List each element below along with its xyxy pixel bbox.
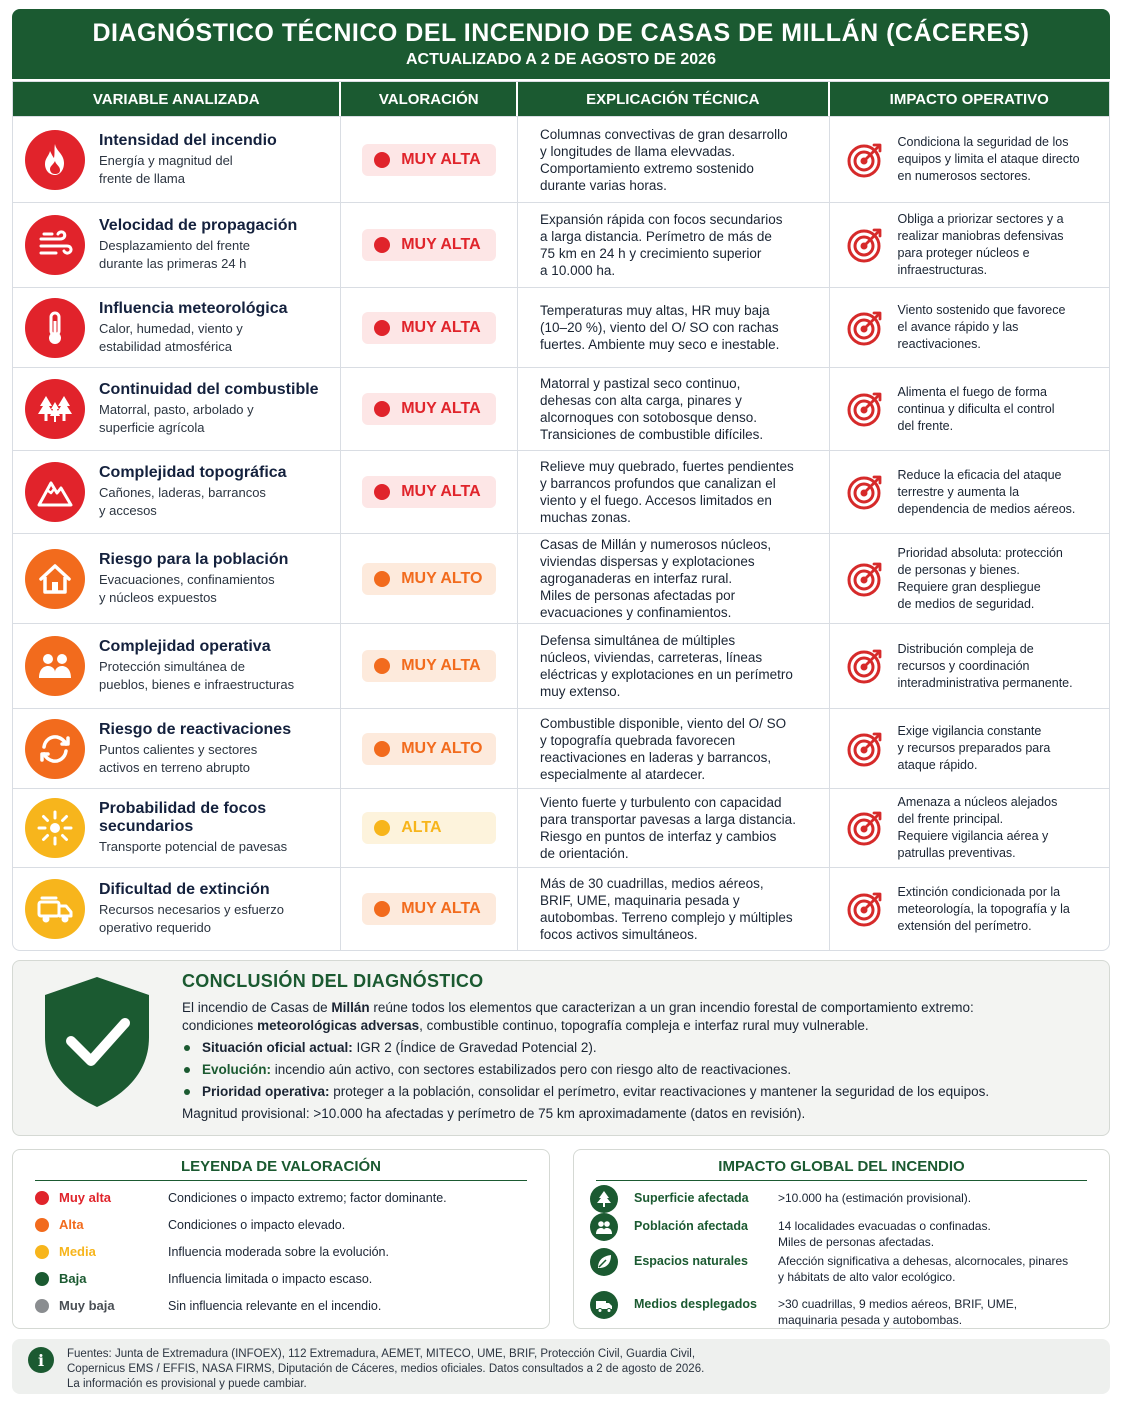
table-row xyxy=(13,708,1109,788)
variable-cell xyxy=(13,368,341,450)
impact-item xyxy=(590,1190,1098,1213)
impact-cell: Obliga a priorizar sectores y a realizar maniobras defensivas para proteger núcleos e infraestructuras. xyxy=(830,203,1110,287)
legend-dot xyxy=(35,1218,49,1232)
target-icon xyxy=(846,890,884,928)
rating-cell xyxy=(341,789,518,867)
magnitude-note: Magnitud provisional: >10.000 ha afectadas y perímetro de 75 km aproximadamente (datos en revisión). xyxy=(182,1106,806,1121)
impact-cell: Condiciona la seguridad de los equipos y limita el ataque directo en numerosos sectores. xyxy=(830,117,1110,202)
tree-icon xyxy=(590,1185,618,1213)
impact-value: 14 localidades evacuadas o confinadas. Miles de personas afectadas. xyxy=(778,1219,991,1249)
variable-title: Complejidad operativa xyxy=(99,638,271,655)
explanation-cell: Viento fuerte y turbulento con capacidad para transportar pavesas a larga distancia. Riesgo en puntos de interfaz y cambios de orientación. xyxy=(518,789,829,867)
target-icon xyxy=(846,647,884,685)
rating-dot xyxy=(374,658,390,674)
variable-cell xyxy=(13,117,341,202)
variable-subtitle: Transporte potencial de pavesas xyxy=(99,839,288,854)
conclusion-bullets xyxy=(182,1039,1082,1101)
table-row xyxy=(13,788,1109,867)
rating-badge: ALTA xyxy=(362,812,496,844)
rating-badge: MUY ALTA xyxy=(362,393,496,425)
variable-subtitle: Cañones, laderas, barrancos y accesos xyxy=(99,485,266,518)
leaf-icon xyxy=(590,1248,618,1276)
rating-badge: MUY ALTO xyxy=(362,733,496,765)
rating-badge: MUY ALTA xyxy=(362,650,496,682)
target-icon xyxy=(846,560,884,598)
impact-cell: Extinción condicionada por la meteorología, la topografía y la extensión del perímetro. xyxy=(830,868,1110,950)
legend-dot xyxy=(35,1245,49,1259)
conclusion-title: CONCLUSIÓN DEL DIAGNÓSTICO xyxy=(182,971,484,991)
conclusion-panel xyxy=(12,960,1110,1136)
explanation-cell: Defensa simultánea de múltiples núcleos, viviendas, carreteras, líneas eléctricas y explotaciones en un perímetro muy extenso. xyxy=(518,624,829,708)
rating-badge: MUY ALTO xyxy=(362,563,496,595)
rating-badge: MUY ALTA xyxy=(362,893,496,925)
people-icon xyxy=(25,636,85,696)
variable-cell xyxy=(13,868,341,950)
rating-cell xyxy=(341,288,518,367)
impact-value: >10.000 ha (estimación provisional). xyxy=(778,1191,972,1205)
impact-cell: Reduce la eficacia del ataque terrestre y aumenta la dependencia de medios aéreos. xyxy=(830,451,1110,533)
rating-legend xyxy=(12,1149,550,1329)
variable-title: Dificultad de extinción xyxy=(99,881,270,898)
legend-title: LEYENDA DE VALORACIÓN xyxy=(180,1158,381,1175)
explanation-cell: Matorral y pastizal seco continuo, dehesas con alta carga, pinares y alcornoques con sotobosque denso. Transiciones de combustible difíciles. xyxy=(518,368,829,450)
rating-badge: MUY ALTA xyxy=(362,144,496,176)
diagnosis-table xyxy=(12,81,1110,951)
table-row xyxy=(13,450,1109,533)
table-row xyxy=(13,623,1109,708)
rating-badge: MUY ALTA xyxy=(362,312,496,344)
legend-description: Condiciones o impacto elevado. xyxy=(168,1217,346,1232)
legend-label: Muy alta xyxy=(59,1190,112,1205)
legend-label: Alta xyxy=(59,1217,84,1232)
variable-title: Continuidad del combustible xyxy=(99,381,319,398)
column-header: EXPLICACIÓN TÉCNICA xyxy=(518,82,829,116)
column-header: VARIABLE ANALIZADA xyxy=(13,82,341,116)
target-icon xyxy=(846,473,884,511)
variable-subtitle: Puntos calientes y sectores activos en terreno abrupto xyxy=(99,741,258,775)
rating-badge: MUY ALTA xyxy=(362,476,496,508)
table-header xyxy=(13,82,1109,116)
page-title: DIAGNÓSTICO TÉCNICO DEL INCENDIO DE CASAS DE MILLÁN (CÁCERES) xyxy=(92,19,1030,47)
legend-dot xyxy=(35,1191,49,1205)
target-icon xyxy=(846,730,884,768)
rating-dot xyxy=(374,571,390,587)
impact-cell: Distribución compleja de recursos y coordinación interadministrativa permanente. xyxy=(830,624,1110,708)
variable-title: Riesgo para la población xyxy=(99,550,289,568)
legend-description: Condiciones o impacto extremo; factor dominante. xyxy=(168,1190,447,1205)
shield-check-icon xyxy=(41,975,153,1109)
target-icon xyxy=(846,390,884,428)
legend-label: Muy baja xyxy=(59,1298,115,1313)
column-header: VALORACIÓN xyxy=(341,82,518,116)
divider xyxy=(596,1180,1087,1181)
variable-subtitle: Recursos necesarios y esfuerzo operativo requerido xyxy=(99,902,284,935)
explanation-cell: Columnas convectivas de gran desarrollo y longitudes de llama elevvadas. Comportamiento extremo sostenido durante varias horas. xyxy=(518,117,829,202)
sources-footer xyxy=(12,1339,1110,1394)
page-subtitle: ACTUALIZADO A 2 DE AGOSTO DE 2026 xyxy=(406,51,716,68)
rating-dot xyxy=(374,820,390,836)
rating-badge: MUY ALTA xyxy=(362,229,496,261)
conclusion-paragraph: El incendio de Casas de Millán reúne todos los elementos que caracterizan a un gran incendio forestal de comportamiento extremo: condiciones meteorológicas adversas, combustible continuo, topografía compleja e interfaz rural muy vulnerable. xyxy=(182,1000,974,1033)
impact-label: Superficie afectada xyxy=(634,1191,749,1205)
column-header: IMPACTO OPERATIVO xyxy=(889,90,1049,108)
legend-item xyxy=(35,1271,372,1286)
impact-cell: Exige vigilancia constante y recursos preparados para ataque rápido. xyxy=(830,709,1110,788)
variable-cell xyxy=(13,709,341,788)
impact-item xyxy=(590,1253,1098,1285)
table-row xyxy=(13,116,1109,202)
rating-cell xyxy=(341,868,518,950)
refresh-icon xyxy=(25,719,85,779)
impact-value: Afección significativa a dehesas, alcornocales, pinares y hábitats de alto valor ecológico. xyxy=(778,1254,1069,1284)
legend-dot xyxy=(35,1299,49,1313)
variable-title: Intensidad del incendio xyxy=(99,131,277,149)
legend-label: Baja xyxy=(59,1271,87,1286)
target-icon xyxy=(846,226,884,264)
thermometer-icon xyxy=(25,298,85,358)
impact-label: Espacios naturales xyxy=(634,1254,748,1268)
variable-cell xyxy=(13,451,341,533)
flame-icon xyxy=(25,130,85,190)
people-icon xyxy=(590,1213,618,1241)
variable-subtitle: Protección simultánea de pueblos, bienes e infraestructuras xyxy=(99,659,295,692)
target-icon xyxy=(846,309,884,347)
variable-title: Influencia meteorológica xyxy=(99,299,288,317)
rating-cell xyxy=(341,203,518,287)
variable-subtitle: Energía y magnitud del frente de llama xyxy=(99,152,233,186)
impact-label: Población afectada xyxy=(634,1219,748,1233)
fire-truck-icon xyxy=(25,879,85,939)
global-impact-panel xyxy=(573,1149,1110,1329)
truck-icon xyxy=(590,1291,618,1319)
legend-label: Media xyxy=(59,1244,96,1259)
explanation-cell: Más de 30 cuadrillas, medios aéreos, BRIF, UME, maquinaria pesada y autobombas. Terreno complejo y múltiples focos activos simultáneos. xyxy=(518,868,829,950)
variable-cell xyxy=(13,288,341,367)
table-row xyxy=(13,287,1109,367)
variable-title: Riesgo de reactivaciones xyxy=(99,720,292,738)
legend-dot xyxy=(35,1272,49,1286)
impact-cell: Alimenta el fuego de forma continua y dificulta el control del frente. xyxy=(830,368,1110,450)
variable-cell xyxy=(13,624,341,708)
explanation-cell: Relieve muy quebrado, fuertes pendientes y barrancos profundos que canalizan el viento y el fuego. Accesos limitados en muchas zonas. xyxy=(518,451,829,533)
target-icon xyxy=(846,809,884,847)
impact-item xyxy=(590,1218,1098,1250)
variable-title: Velocidad de propagación xyxy=(99,217,298,234)
legend-item xyxy=(35,1217,345,1232)
list-item: Situación oficial actual: IGR 2 (Índice de Gravedad Potencial 2). xyxy=(182,1039,1082,1057)
explanation-cell: Casas de Millán y numerosos núcleos, viviendas dispersas y explotaciones agroganaderas en interfaz rural. Miles de personas afectadas por evacuaciones y confinamientos. xyxy=(518,534,829,623)
rating-dot xyxy=(374,237,390,253)
legend-description: Influencia limitada o impacto escaso. xyxy=(168,1271,373,1286)
variable-subtitle: Calor, humedad, viento y estabilidad atmosférica xyxy=(99,320,243,354)
impact-value: >30 cuadrillas, 9 medios aéreos, BRIF, UME, maquinaria pesada y autobombas. xyxy=(778,1297,1018,1327)
rating-cell xyxy=(341,624,518,708)
impact-title: IMPACTO GLOBAL DEL INCENDIO xyxy=(718,1158,965,1175)
info-icon: i xyxy=(28,1347,54,1373)
variable-subtitle: Evacuaciones, confinamientos y núcleos expuestos xyxy=(99,571,275,605)
variable-title: Probabilidad de focos secundarios xyxy=(99,800,267,835)
variable-cell xyxy=(13,789,341,867)
variable-subtitle: Matorral, pasto, arbolado y superficie agrícola xyxy=(99,402,254,435)
table-row xyxy=(13,202,1109,287)
trees-icon xyxy=(25,379,85,439)
sources-text: Fuentes: Junta de Extremadura (INFOEX), 112 Extremadura, AEMET, MITECO, UME, BRIF, Protección Civil, Guardia Civil, Copernicus EMS / EFFIS, NASA FIRMS, Diputación de Cáceres, medios oficiales. Datos consultados a 2 de agosto de 2026. La información es provisional y puede cambiar. xyxy=(67,1348,705,1390)
rating-cell xyxy=(341,709,518,788)
table-row xyxy=(13,867,1109,950)
variable-title: Complejidad topográfica xyxy=(99,464,287,481)
impact-cell: Prioridad absoluta: protección de personas y bienes. Requiere gran despliegue de medios de seguridad. xyxy=(830,534,1110,623)
legend-item xyxy=(35,1298,381,1313)
legend-description: Sin influencia relevante en el incendio. xyxy=(168,1298,382,1313)
impact-label: Medios desplegados xyxy=(634,1297,757,1311)
list-item: Evolución: incendio aún activo, con sectores estabilizados pero con riesgo alto de reactivaciones. xyxy=(182,1061,1082,1079)
rating-dot xyxy=(374,401,390,417)
explanation-cell: Combustible disponible, viento del O/ SO y topografía quebrada favorecen reactivaciones en laderas y barrancos, especialmente al atardecer. xyxy=(518,709,829,788)
legend-item xyxy=(35,1244,389,1259)
rating-dot xyxy=(374,901,390,917)
table-row xyxy=(13,533,1109,623)
target-icon xyxy=(846,141,884,179)
impact-cell: Viento sostenido que favorece el avance rápido y las reactivaciones. xyxy=(830,288,1110,367)
variable-cell xyxy=(13,203,341,287)
rating-dot xyxy=(374,152,390,168)
page-header xyxy=(12,9,1110,79)
list-item: Prioridad operativa: proteger a la población, consolidar el perímetro, evitar reactivaciones y mantener la seguridad de los equipos. xyxy=(182,1083,1082,1101)
divider xyxy=(35,1180,527,1181)
house-icon xyxy=(25,549,85,609)
impact-cell: Amenaza a núcleos alejados del frente principal. Requiere vigilancia aérea y patrullas preventivas. xyxy=(830,789,1110,867)
mountain-icon xyxy=(25,462,85,522)
impact-item xyxy=(590,1296,1098,1328)
variable-cell xyxy=(13,534,341,623)
variable-subtitle: Desplazamiento del frente durante las primeras 24 h xyxy=(99,238,251,271)
rating-cell xyxy=(341,117,518,202)
table-row xyxy=(13,367,1109,450)
legend-description: Influencia moderada sobre la evolución. xyxy=(168,1244,389,1259)
explanation-cell: Temperaturas muy altas, HR muy baja (10–20 %), viento del O/ SO con rachas fuertes. Ambiente muy seco e inestable. xyxy=(518,288,829,367)
rating-dot xyxy=(374,320,390,336)
rating-dot xyxy=(374,484,390,500)
rating-cell xyxy=(341,451,518,533)
spark-icon xyxy=(25,798,85,858)
rating-cell xyxy=(341,534,518,623)
rating-dot xyxy=(374,741,390,757)
rating-cell xyxy=(341,368,518,450)
legend-item xyxy=(35,1190,447,1205)
wind-icon xyxy=(25,215,85,275)
conclusion-body xyxy=(182,999,1082,1127)
explanation-cell: Expansión rápida con focos secundarios a larga distancia. Perímetro de más de 75 km en 24 h y crecimiento superior a 10.000 ha. xyxy=(518,203,829,287)
